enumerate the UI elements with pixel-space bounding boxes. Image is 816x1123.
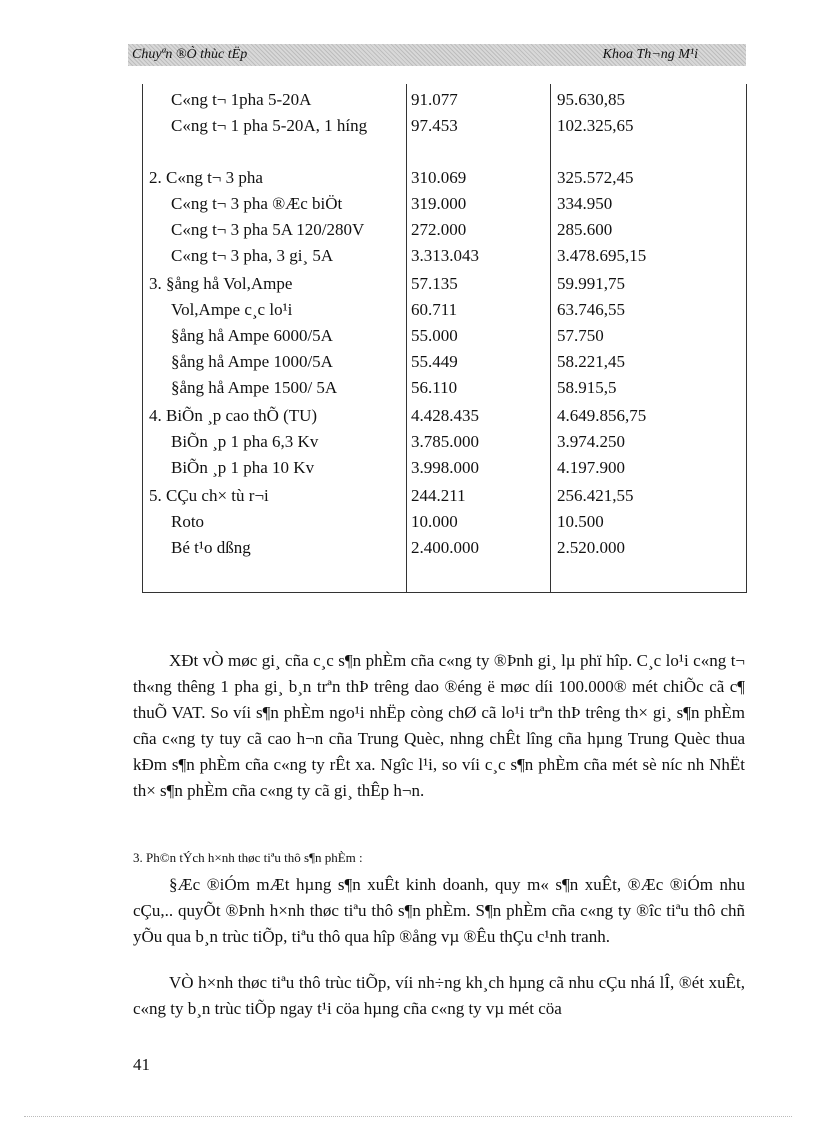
price-with-tax-cell: 58.915,5 <box>557 378 617 397</box>
price-before-tax-cell: 91.077 <box>411 90 458 109</box>
price-before-tax-cell: 319.000 <box>411 194 467 213</box>
price-with-tax-cell: 4.197.900 <box>557 458 625 477</box>
price-with-tax-cell: 285.600 <box>557 220 613 239</box>
paragraph-direct-sales: VÒ h×nh thøc tiªu thô trùc tiÕp, víi nh÷ng kh¸ch hµng cã nhu cÇu nhá lÎ, ®ét xuÊt, c«ng ty b¸n trùc tiÕp ngay t¹i cöa hµng cña c«ng ty vµ mét cöa <box>133 973 745 1018</box>
price-with-tax-cell: 95.630,85 <box>557 90 625 109</box>
product-name-cell: §ång hå Ampe 6000/5A <box>171 326 333 345</box>
product-name-cell: C«ng t¬ 1pha 5-20A <box>171 90 312 109</box>
product-name-cell: C«ng t¬ 3 pha ®Æc biÖt <box>171 194 343 213</box>
price-before-tax-cell: 3.998.000 <box>411 458 479 477</box>
product-name-cell: Vol,Ampe c¸c lo¹i <box>171 300 293 319</box>
product-name-cell: C«ng t¬ 1 pha 5-20A, 1 híng <box>171 116 368 135</box>
product-name-cell: BiÕn ¸p 1 pha 10 Kv <box>171 458 315 477</box>
paragraph-price-analysis: XÐt vÒ møc gi¸ cña c¸c s¶n phÈm cña c«ng ty ®Þnh gi¸ lµ phï hîp. C¸c lo¹i c«ng t¬ th«ng thêng 1 pha gi¸ b¸n trªn thÞ trêng dao ®éng ë møc díi 100.000® mét chiÕc cã c¶ thuÕ VAT. So víi s¶n phÈm ngo¹i nhËp còng chØ cã lo¹i trªn thÞ trêng th× gi¸ s¶n phÈm cña c«ng ty tuy cã cao h¬n cña Trung Quèc, nhng chÊt lîng cña hµng Trung Quèc thua kÐm s¶n phÈm cña c«ng ty rÊt xa. Ngîc l¹i, so víi c¸c s¶n phÈm cña mét sè níc nh NhËt th× s¶n phÈm cña c«ng ty cã gi¸ thÊp h¬n. <box>133 651 745 800</box>
page-bottom-border <box>24 1116 792 1117</box>
price-before-tax-cell: 2.400.000 <box>411 538 479 557</box>
product-name-cell: 4. BiÕn ¸p cao thÕ (TU) <box>149 406 318 425</box>
product-name-cell: C«ng t¬ 3 pha 5A 120/280V <box>171 220 365 239</box>
product-name-cell: §ång hå Ampe 1000/5A <box>171 352 333 371</box>
price-with-tax-cell: 256.421,55 <box>557 486 634 505</box>
product-name-cell: C«ng t¬ 3 pha, 3 gi¸ 5A <box>171 246 334 265</box>
price-before-tax-cell: 56.110 <box>411 378 458 397</box>
price-with-tax-cell: 63.746,55 <box>557 300 625 319</box>
page-number: 41 <box>133 1055 150 1074</box>
price-before-tax-cell: 55.000 <box>411 326 458 345</box>
header-left-text: Chuyªn ®Ò thùc tËp <box>132 47 248 62</box>
page-header <box>128 44 746 66</box>
product-name-cell: BiÕn ¸p 1 pha 6,3 Kv <box>171 432 319 451</box>
price-with-tax-cell: 102.325,65 <box>557 116 634 135</box>
price-with-tax-cell: 3.478.695,15 <box>557 246 647 265</box>
product-name-cell: 3. §ång hå Vol,Ampe <box>149 274 293 293</box>
price-before-tax-cell: 244.211 <box>411 486 466 505</box>
table-column-divider <box>550 84 551 592</box>
product-name-cell: §ång hå Ampe 1500/ 5A <box>171 378 338 397</box>
price-with-tax-cell: 59.991,75 <box>557 274 625 293</box>
price-before-tax-cell: 55.449 <box>411 352 458 371</box>
price-before-tax-cell: 60.711 <box>411 300 458 319</box>
section-title: 3. Ph©n tÝch h×nh thøc tiªu thô s¶n phÈm : <box>133 850 363 865</box>
price-with-tax-cell: 325.572,45 <box>557 168 634 187</box>
product-name-cell: 5. CÇu ch× tù r¬i <box>149 486 269 505</box>
price-with-tax-cell: 334.950 <box>557 194 613 213</box>
product-name-cell: Bé t¹o dßng <box>171 538 251 557</box>
price-before-tax-cell: 97.453 <box>411 116 458 135</box>
price-with-tax-cell: 10.500 <box>557 512 604 531</box>
price-before-tax-cell: 3.785.000 <box>411 432 479 451</box>
price-before-tax-cell: 272.000 <box>411 220 467 239</box>
price-with-tax-cell: 58.221,45 <box>557 352 625 371</box>
paragraph-sales-forms: §Æc ®iÓm mÆt hµng s¶n xuÊt kinh doanh, quy m« s¶n xuÊt, ®Æc ®iÓm nhu cÇu,.. quyÕt ®Þnh h×nh thøc tiªu thô s¶n phÈm. S¶n phÈm cña c«ng ty ®îc tiªu thô chñ yÕu qua b¸n trùc tiÕp, tiªu thô qua hîp ®ång vµ ®Êu thÇu c¹nh tranh. <box>133 875 745 946</box>
price-before-tax-cell: 10.000 <box>411 512 458 531</box>
product-name-cell: Roto <box>171 512 205 531</box>
price-table <box>142 84 747 593</box>
price-with-tax-cell: 57.750 <box>557 326 604 345</box>
header-right-text: Khoa Th¬ng M¹i <box>602 47 698 62</box>
price-before-tax-cell: 57.135 <box>411 274 458 293</box>
price-with-tax-cell: 4.649.856,75 <box>557 406 647 425</box>
price-with-tax-cell: 3.974.250 <box>557 432 625 451</box>
price-before-tax-cell: 3.313.043 <box>411 246 479 265</box>
price-before-tax-cell: 4.428.435 <box>411 406 479 425</box>
price-before-tax-cell: 310.069 <box>411 168 467 187</box>
price-with-tax-cell: 2.520.000 <box>557 538 625 557</box>
product-name-cell: 2. C«ng t¬ 3 pha <box>149 168 263 187</box>
